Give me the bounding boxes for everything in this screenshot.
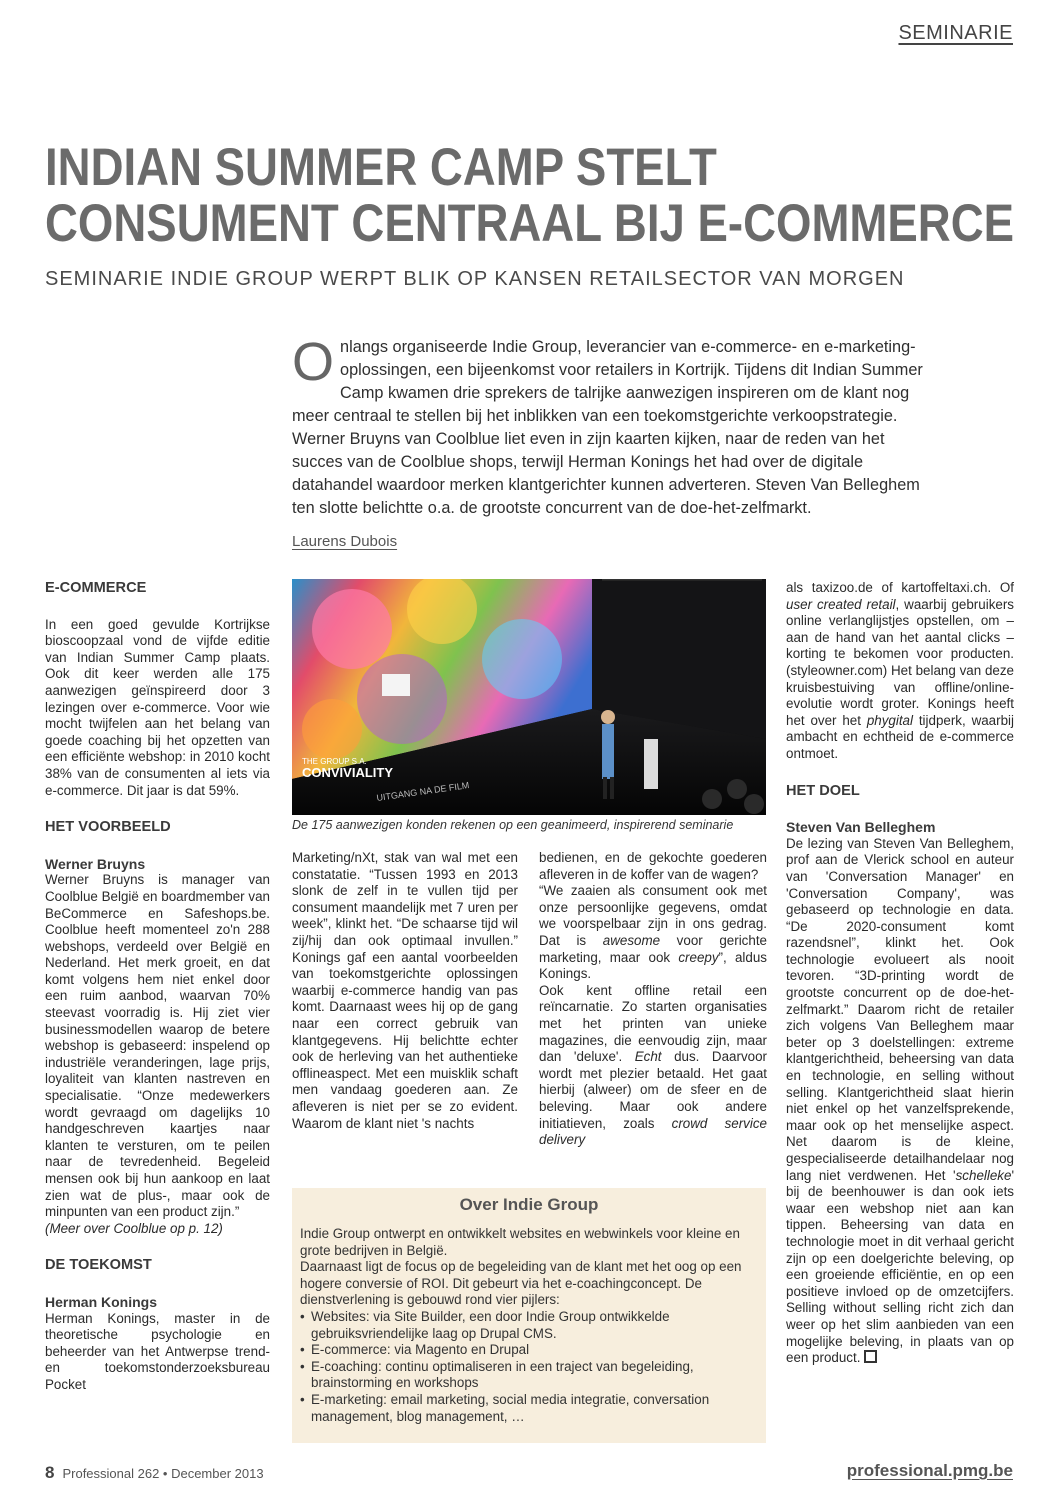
paragraph-van-belleghem xyxy=(786,836,1014,1367)
intro-text: nlangs organiseerde Indie Group, leverancier van e-commerce- en e-marketing-oplossingen, een bijeenkomst voor retailers in Kortrijk. Tijdens dit Indian Summer Camp kwamen drie sprekers de talrijke aanwezigen inspireren om de klant nog meer centraal te stellen bij het inblikken van een toekomstgerichte verkoopstrategie. Werner Bruyns van Coolblue liet even in zijn kaarten kijken, naar de reden van het succes van de Coolblue shops, terwijl Herman Konings het had over de digitale datahandel waardoor merken klantgerichter kunnen adverteren. Steven Van Belleghem ten slotte belichtte o.a. de grootste concurrent van de doe-het-zelfmarkt. xyxy=(292,338,923,517)
heading-e-commerce: E-COMMERCE xyxy=(45,580,147,596)
subheading-steven-van-belleghem: Steven Van Belleghem xyxy=(786,819,936,836)
screen-text-exit: UITGANG NA DE FILM xyxy=(375,780,470,803)
heading-het-voorbeeld: HET VOORBEELD xyxy=(45,819,171,836)
text-span: ' bij de beenhouwer is dan ook iets waar een webshop niet aan kan tippen. Beheersing van data en technologie moet in dit verhaal gericht zijn op een doelgerichte beleving, op een groeiende efficiëntie, en op een positieve invloed op de omzetcijfers. Selling without selling richt zich dan weer op het slim aanbieden van een mogelijke beleving, in plaats van op een product. xyxy=(786,1167,1014,1366)
paragraph-werner-bruyns: Werner Bruyns is manager van Coolblue België en boardmember van BeCommerce en Safeshops.be. Coolblue heeft momenteel zo'n 288 webshops, verdeeld over België en Nederland. Het merk groeit, en dat komt volgens hem niet enkel door een ruim aanbod, waarvan 70% steevast voorradig is. Hij ziet vier businessmodellen waarop de betere webshop is gebaseerd: inspelend op industriële veranderingen, lage prijs, loyaliteit van klanten nastreven en specialisatie. “Onze medewerkers wordt gevraagd om dagelijks 10 handgeschreven kaartjes naar klanten te versturen, om te peilen naar de tevredenheid. Begeleid mensen ook bij hun aankoop en laat zien wat de plus-, maar ook de minpunten van een product zijn.” xyxy=(45,872,270,1220)
paragraph-bedienen: bedienen, en de gekochte goederen afleveren in de koffer van de wagen? xyxy=(539,850,767,882)
left-column xyxy=(45,580,270,1394)
text-span: De lezing van Steven Van Belleghem, prof aan de Vlerick school en auteur van 'Conversation Manager' en 'Conversation Company', was gebaseerd op technologie en data. “De 2020-consument komt razendsnel”, klinkt het. Ook technologie evolueert als nooit tevoren. “3D-printing wordt de grootste concurrent op de doe-het-zelfmarkt.” Daarom richt de retailer zich volgens Van Belleghem maar beter op 3 doelstellingen: extreme klantgerichtheid, beheersing van data en technologie, en selling without selling. Klantgerichtheid slaat hierin niet enkel op het vanzelfsprekende, maar ook op het menselijke aspect. Net daarom is de kleine, gespecialiseerde detailhandelaar nog lang niet verdwenen. Het ' xyxy=(786,835,1014,1183)
list-item: • E-marketing: email marketing, social media integratie, conversation management, blog management, … xyxy=(300,1392,760,1425)
heading-het-doel: HET DOEL xyxy=(786,782,860,799)
author-byline: Laurens Dubois xyxy=(292,533,398,550)
list-item: • E-coaching: continu optimaliseren in een traject van begeleiding, brainstorming en workshops xyxy=(300,1359,760,1392)
info-box-list xyxy=(300,1309,760,1425)
italic-user-created-retail: user created retail xyxy=(786,596,896,612)
list-item: • Websites: via Site Builder, een door Indie Group ontwikkelde gebruiksvriendelijke laag op Drupal CMS. xyxy=(300,1309,760,1342)
seminar-photo xyxy=(292,579,766,815)
info-box-title: Over Indie Group xyxy=(459,1195,599,1214)
subheading-herman-konings: Herman Konings xyxy=(45,1293,158,1310)
info-box-paragraph-2: Daarnaast ligt de focus op de begeleiding van de klant met het oog op een hogere conversie of ROI. Dit gebeurt via het e-coachingconcept. De dienstverlening is gebouwd rond vier pijlers: xyxy=(300,1259,742,1308)
italic-echt: Echt xyxy=(634,1049,662,1065)
text-span: Ook kent offline retail een reïncarnatie. Zo starten organisaties met het printen van unieke magazines, die eenvoudig zijn, maar dan 'deluxe'. xyxy=(539,982,767,1065)
drop-cap: O xyxy=(292,332,335,392)
italic-awesome: awesome xyxy=(602,932,661,948)
headline xyxy=(45,138,1015,253)
subtitle: SEMINARIE INDIE GROUP WERPT BLIK OP KANSEN RETAILSECTOR VAN MORGEN xyxy=(45,268,905,290)
headline-line-1: INDIAN SUMMER CAMP STELT xyxy=(45,138,717,197)
section-label: SEMINARIE xyxy=(898,22,1013,44)
text-span: als taxizoo.de of kartoffeltaxi.ch. Of xyxy=(786,580,1014,595)
publication-info: Professional 262 • December 2013 xyxy=(62,1466,264,1481)
info-box-body xyxy=(300,1226,760,1425)
right-column xyxy=(786,580,1014,1367)
seminar-photo-illustration xyxy=(292,579,766,815)
text-span: “We zaaien als consument ook met onze persoonlijke gegevens, omdat we voorspelbaar zijn in ons gedrag. Dat is xyxy=(539,883,767,948)
screen-text-conviviality: CONVIVIALITY xyxy=(302,765,394,780)
info-box-paragraph-1: Indie Group ontwerpt en ontwikkelt websites en webwinkels voor kleine en grote bedrijven in België. xyxy=(300,1226,740,1258)
end-of-article-square-icon xyxy=(864,1350,877,1363)
paragraph-offline-retail xyxy=(539,983,767,1149)
paragraph-e-commerce: In een goed gevulde Kortrijkse bioscoopzaal vond de vijfde editie van Indian Summer Camp plaats. Ook dit keer werden alle 175 aanwezigen geïnspireerd door 3 lezingen over e-commerce. Voor wie mocht twijfelen aan het belang van goede coaching bij het opzetten van een efficiënte webshop: in 2010 kocht 38% van de consumenten al iets via e-commerce. Dit jaar is dat 59%. xyxy=(45,616,270,798)
photo-caption: De 175 aanwezigen konden rekenen op een geanimeerd, inspirerend seminarie xyxy=(292,818,734,832)
italic-schelleke: schelleke xyxy=(955,1167,1012,1183)
text-span: dus. Daarvoor wordt met plezier betaald. Het gaat hierbij (alweer) om de sfeer en de beleving. Maar ook andere initiatieven, zoals xyxy=(539,1049,768,1131)
text-span: voor gerichte marketing, maar ook xyxy=(539,932,767,965)
text-span: tijdperk, waarbij ambacht en echtheid de e-commerce ontmoet. xyxy=(786,712,1014,761)
paragraph-herman-konings: Herman Konings, master in de theoretische psychologie en beheerder van het Antwerpse trend- en toekomstonderzoeksbureau Pocket xyxy=(45,1310,270,1392)
reference-coolblue: (Meer over Coolblue op p. 12) xyxy=(45,1220,223,1236)
text-span: , waarbij gebruikers online verlanglijstjes opstellen, om – aan de hand van het aantal clicks – korting te bekomen voor producten. (styleowner.com) Het belang van deze kruisbestuiving van offline/online-evolutie wordt groter. Konings heeft het over het xyxy=(786,596,1014,728)
list-item: • E-commerce: via Magento en Drupal xyxy=(300,1342,760,1359)
text-span: ”, aldus Konings. xyxy=(539,949,767,982)
intro-paragraph xyxy=(292,332,932,520)
footer-publication xyxy=(45,1463,264,1483)
middle-column-2 xyxy=(539,850,767,1149)
paragraph-konings-continued: Marketing/nXt, stak van wal met een constatatie. “Tussen 1993 en 2013 slonk de zelf in te vullen tijd per consument maandelijk met 7 uren per week”, klinkt het. “De schaarse tijd wil zij/hij dan ook optimaal invullen.” Konings gaf een aantal voorbeelden van toekomstgerichte oplossingen waarbij e-commerce handig van pas komt. Daarnaast wees hij op de gang naar een correct gebruik van klantgegevens. Hij belichtte echter ook de herleving van het authentieke offlineaspect. Met een muisklik schaft men vandaag goederen aan. Ze afleveren is niet per se zo evident. Waarom de klant niet 's nachts xyxy=(292,850,518,1131)
paragraph-quote-konings xyxy=(539,883,767,983)
italic-phygital: phygital xyxy=(866,712,913,728)
subheading-werner-bruyns: Werner Bruyns xyxy=(45,855,146,872)
italic-creepy: creepy xyxy=(678,949,719,965)
footer-website-link[interactable]: professional.pmg.be xyxy=(846,1461,1013,1480)
headline-line-2: CONSUMENT CENTRAAL BIJ E-COMMERCE xyxy=(45,194,1015,253)
heading-de-toekomst: DE TOEKOMST xyxy=(45,1257,152,1274)
page-number: 8 xyxy=(45,1463,55,1482)
middle-column-1 xyxy=(292,850,518,1132)
italic-crowd-service: crowd service delivery xyxy=(539,1115,767,1148)
screen-text-small: THE GROUP S.A. xyxy=(302,757,367,766)
paragraph-user-created-retail xyxy=(786,580,1014,763)
